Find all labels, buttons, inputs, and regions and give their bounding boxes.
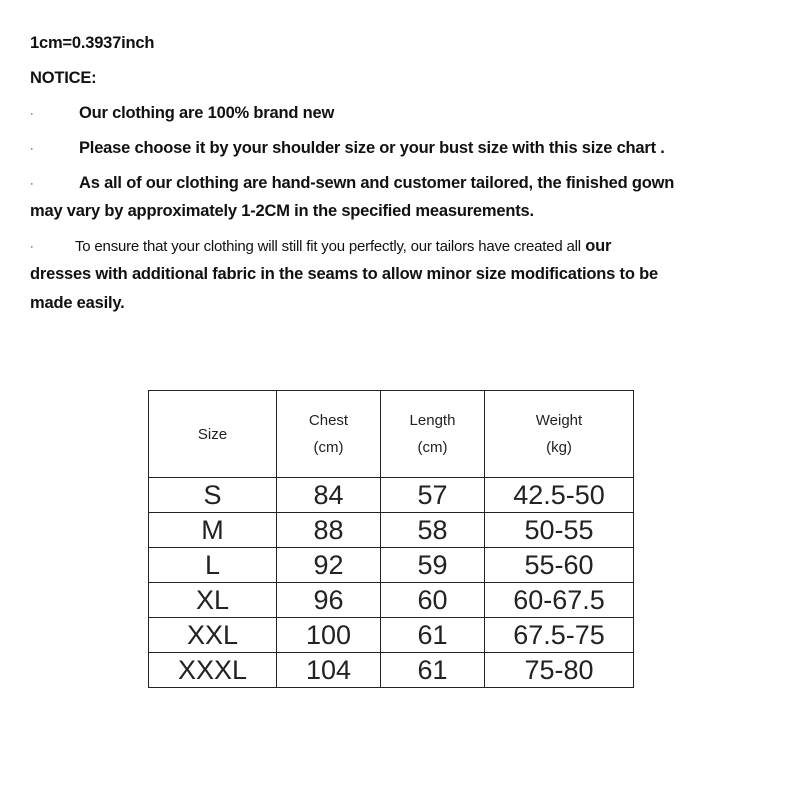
cell-length: 61 <box>381 618 485 653</box>
cell-weight: 55-60 <box>485 548 634 583</box>
table-row <box>149 583 634 618</box>
cell-chest: 104 <box>277 653 381 688</box>
cell-length: 57 <box>381 478 485 513</box>
cell-length: 61 <box>381 653 485 688</box>
size-chart-table <box>148 390 634 688</box>
cell-weight: 60-67.5 <box>485 583 634 618</box>
cell-size: M <box>149 513 277 548</box>
cell-size: XXXL <box>149 653 277 688</box>
header-weight-unit: (kg) <box>546 439 572 456</box>
bullet-1: · <box>30 108 34 120</box>
note-choose-size: Please choose it by your shoulder size or your bust size with this size chart . <box>79 139 665 157</box>
note-fit-line1-bold: our <box>585 237 612 255</box>
cell-weight: 42.5-50 <box>485 478 634 513</box>
cell-chest: 84 <box>277 478 381 513</box>
cell-length: 59 <box>381 548 485 583</box>
table-header-row <box>149 391 634 478</box>
bullet-4: · <box>30 241 34 253</box>
header-chest-label: Chest <box>308 412 349 429</box>
cell-chest: 92 <box>277 548 381 583</box>
note-hand-sewn-line1: As all of our clothing are hand-sewn and customer tailored, the finished gown <box>79 174 675 192</box>
header-chest <box>277 391 381 478</box>
header-length-label: Length <box>409 412 456 429</box>
table-row <box>149 513 634 548</box>
table-row <box>149 618 634 653</box>
cell-weight: 67.5-75 <box>485 618 634 653</box>
note-hand-sewn-line2: may vary by approximately 1-2CM in the specified measurements. <box>30 202 534 220</box>
cell-size: L <box>149 548 277 583</box>
note-fit-line1 <box>75 237 611 256</box>
cell-size: XL <box>149 583 277 618</box>
header-chest-unit: (cm) <box>313 439 344 456</box>
bullet-2: · <box>30 143 34 155</box>
header-size <box>149 391 277 478</box>
cell-length: 58 <box>381 513 485 548</box>
note-brand-new: Our clothing are 100% brand new <box>79 104 335 122</box>
cell-length: 60 <box>381 583 485 618</box>
note-fit-line2: dresses with additional fabric in the seams to allow minor size modifications to be <box>30 265 658 283</box>
cell-chest: 88 <box>277 513 381 548</box>
notice-heading: NOTICE: <box>30 69 97 87</box>
header-weight <box>485 391 634 478</box>
header-weight-label: Weight <box>535 412 583 429</box>
header-length <box>381 391 485 478</box>
note-fit-line3: made easily. <box>30 294 125 312</box>
note-fit-line1-small: To ensure that your clothing will still fit you perfectly, our tailors have created all <box>75 238 581 255</box>
table-row <box>149 653 634 688</box>
table-row <box>149 478 634 513</box>
table-row <box>149 548 634 583</box>
cell-size: S <box>149 478 277 513</box>
header-length-unit: (cm) <box>417 439 448 456</box>
header-size-label: Size <box>197 425 228 443</box>
cell-chest: 96 <box>277 583 381 618</box>
bullet-3: · <box>30 178 34 190</box>
cell-weight: 75-80 <box>485 653 634 688</box>
cell-chest: 100 <box>277 618 381 653</box>
conversion-note: 1cm=0.3937inch <box>30 34 155 52</box>
cell-weight: 50-55 <box>485 513 634 548</box>
cell-size: XXL <box>149 618 277 653</box>
